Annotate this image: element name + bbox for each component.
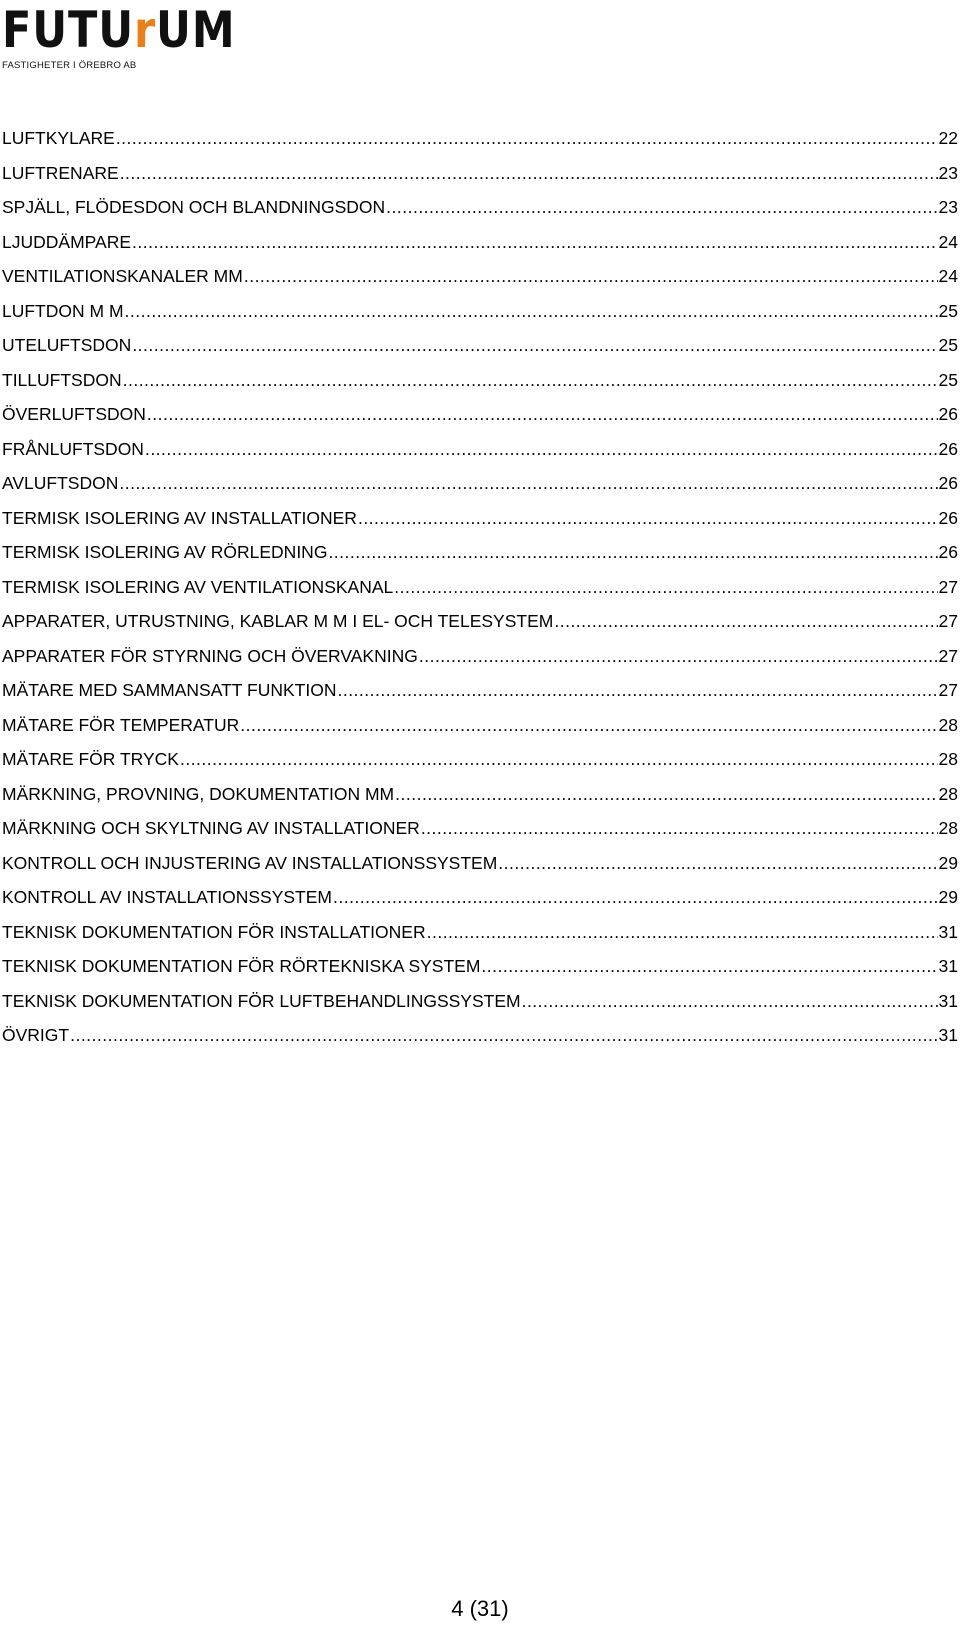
- toc-entry[interactable]: [2, 541, 958, 576]
- toc-entry-title: KONTROLL AV INSTALLATIONSSYSTEM: [2, 887, 332, 907]
- toc-dot-leader: [522, 990, 938, 1012]
- toc-entry[interactable]: [2, 300, 958, 335]
- toc-entry[interactable]: [2, 714, 958, 749]
- toc-dot-leader: [147, 403, 938, 425]
- toc-entry[interactable]: [2, 231, 958, 266]
- toc-entry-title: AVLUFTSDON: [2, 473, 119, 493]
- toc-entry-page: 26: [938, 542, 958, 562]
- toc-dot-leader: [421, 817, 938, 839]
- toc-entry-page: 23: [938, 162, 958, 183]
- toc-entry-page: 25: [938, 335, 958, 355]
- toc-dot-leader: [132, 231, 938, 253]
- toc-entry-title: APPARATER FÖR STYRNING OCH ÖVERVAKNING: [2, 645, 418, 666]
- toc-entry-title: TILLUFTSDON: [2, 369, 122, 390]
- toc-dot-leader: [328, 541, 937, 563]
- toc-entry-page: 28: [938, 818, 958, 838]
- toc-dot-leader: [386, 196, 937, 218]
- toc-dot-leader: [180, 748, 938, 770]
- toc-entry-title: LUFTKYLARE: [2, 128, 115, 148]
- table-of-contents: [2, 127, 958, 1059]
- toc-dot-leader: [498, 852, 937, 874]
- toc-dot-leader: [132, 334, 937, 356]
- toc-entry-page: 27: [938, 576, 958, 597]
- toc-entry-page: 26: [938, 404, 958, 424]
- toc-dot-leader: [244, 265, 938, 287]
- futurum-logo: [2, 1, 236, 72]
- toc-entry[interactable]: [2, 576, 958, 611]
- toc-entry-page: 29: [938, 887, 958, 907]
- toc-entry-title: SPJÄLL, FLÖDESDON OCH BLANDNINGSDON: [2, 197, 386, 217]
- toc-dot-leader: [427, 921, 938, 943]
- toc-dot-leader: [394, 576, 937, 598]
- toc-entry-title: KONTROLL OCH INJUSTERING AV INSTALLATIONSSYSTEM: [2, 852, 498, 873]
- toc-entry-page: 28: [938, 749, 958, 769]
- toc-entry-page: 26: [938, 473, 958, 493]
- toc-dot-leader: [358, 507, 938, 529]
- logo-word-accent: r: [133, 1, 157, 59]
- toc-entry[interactable]: [2, 783, 958, 818]
- toc-dot-leader: [333, 886, 938, 908]
- toc-entry[interactable]: [2, 369, 958, 404]
- toc-entry-page: 31: [938, 956, 958, 976]
- toc-entry[interactable]: [2, 817, 958, 852]
- toc-entry-page: 25: [938, 369, 958, 390]
- toc-entry-page: 22: [938, 128, 958, 148]
- toc-dot-leader: [240, 714, 937, 736]
- toc-entry-page: 28: [938, 714, 958, 735]
- toc-entry-page: 24: [938, 266, 958, 286]
- toc-entry-page: 31: [938, 990, 958, 1011]
- toc-entry-page: 24: [938, 231, 958, 252]
- toc-entry-title: LJUDDÄMPARE: [2, 231, 132, 252]
- toc-entry-page: 27: [938, 680, 958, 700]
- toc-entry-title: MÄRKNING, PROVNING, DOKUMENTATION MM: [2, 783, 395, 804]
- logo-wordmark: [2, 2, 235, 58]
- toc-entry-page: 23: [938, 197, 958, 217]
- toc-entry-page: 26: [938, 438, 958, 459]
- toc-entry-title: MÄTARE FÖR TEMPERATUR: [2, 714, 240, 735]
- toc-dot-leader: [119, 472, 937, 494]
- toc-entry-title: ÖVERLUFTSDON: [2, 404, 146, 424]
- page-number: 4 (31): [451, 1596, 509, 1621]
- toc-entry-title: TERMISK ISOLERING AV RÖRLEDNING: [2, 542, 328, 562]
- toc-entry-title: MÄTARE FÖR TRYCK: [2, 749, 179, 769]
- toc-entry-title: MÄRKNING OCH SKYLTNING AV INSTALLATIONER: [2, 818, 420, 838]
- toc-entry[interactable]: [2, 955, 958, 990]
- toc-entry[interactable]: [2, 886, 958, 921]
- toc-entry-title: TEKNISK DOKUMENTATION FÖR LUFTBEHANDLINGSSYSTEM: [2, 990, 521, 1011]
- toc-entry[interactable]: [2, 1024, 958, 1059]
- toc-entry-title: UTELUFTSDON: [2, 335, 132, 355]
- toc-entry-page: 27: [938, 611, 958, 631]
- toc-entry-title: TERMISK ISOLERING AV VENTILATIONSKANAL: [2, 576, 394, 597]
- toc-entry-page: 31: [938, 1025, 958, 1045]
- toc-entry-title: FRÅNLUFTSDON: [2, 438, 144, 459]
- toc-entry-title: VENTILATIONSKANALER MM: [2, 266, 243, 286]
- toc-entry-title: TERMISK ISOLERING AV INSTALLATIONER: [2, 507, 357, 528]
- toc-entry[interactable]: [2, 990, 958, 1025]
- toc-entry[interactable]: [2, 334, 958, 369]
- toc-entry[interactable]: [2, 852, 958, 887]
- toc-entry-page: 27: [938, 645, 958, 666]
- toc-dot-leader: [554, 610, 937, 632]
- toc-entry[interactable]: [2, 472, 958, 507]
- toc-entry[interactable]: [2, 610, 958, 645]
- toc-entry-page: 31: [938, 921, 958, 942]
- toc-entry-page: 29: [938, 852, 958, 873]
- toc-dot-leader: [395, 783, 937, 805]
- toc-dot-leader: [70, 1024, 937, 1046]
- toc-entry[interactable]: [2, 403, 958, 438]
- toc-entry-title: ÖVRIGT: [2, 1025, 70, 1045]
- toc-dot-leader: [337, 679, 937, 701]
- toc-entry-title: MÄTARE MED SAMMANSATT FUNKTION: [2, 680, 337, 700]
- toc-dot-leader: [125, 300, 938, 322]
- toc-entry[interactable]: [2, 196, 958, 231]
- toc-dot-leader: [419, 645, 938, 667]
- toc-entry[interactable]: [2, 265, 958, 300]
- toc-entry[interactable]: [2, 645, 958, 680]
- toc-entry[interactable]: [2, 679, 958, 714]
- toc-entry[interactable]: [2, 162, 958, 197]
- toc-dot-leader: [116, 127, 938, 149]
- toc-entry[interactable]: [2, 127, 958, 162]
- logo-word-start: FUTU: [2, 1, 134, 59]
- toc-entry-title: LUFTRENARE: [2, 162, 119, 183]
- toc-entry-title: LUFTDON M M: [2, 300, 124, 321]
- toc-dot-leader: [145, 438, 938, 460]
- toc-entry[interactable]: [2, 438, 958, 473]
- toc-dot-leader: [481, 955, 937, 977]
- logo-word-end: UM: [156, 1, 236, 59]
- toc-entry-page: 26: [938, 507, 958, 528]
- toc-entry-title: APPARATER, UTRUSTNING, KABLAR M M I EL- OCH TELESYSTEM: [2, 611, 554, 631]
- toc-entry-title: TEKNISK DOKUMENTATION FÖR INSTALLATIONER: [2, 921, 426, 942]
- toc-entry-page: 28: [938, 783, 958, 804]
- logo-subtitle: FASTIGHETER I ÖREBRO AB: [2, 60, 137, 71]
- toc-dot-leader: [120, 162, 938, 184]
- toc-entry-page: 25: [938, 300, 958, 321]
- toc-entry[interactable]: [2, 921, 958, 956]
- toc-entry[interactable]: [2, 748, 958, 783]
- toc-dot-leader: [123, 369, 938, 391]
- toc-entry[interactable]: [2, 507, 958, 542]
- toc-entry-title: TEKNISK DOKUMENTATION FÖR RÖRTEKNISKA SYSTEM: [2, 956, 481, 976]
